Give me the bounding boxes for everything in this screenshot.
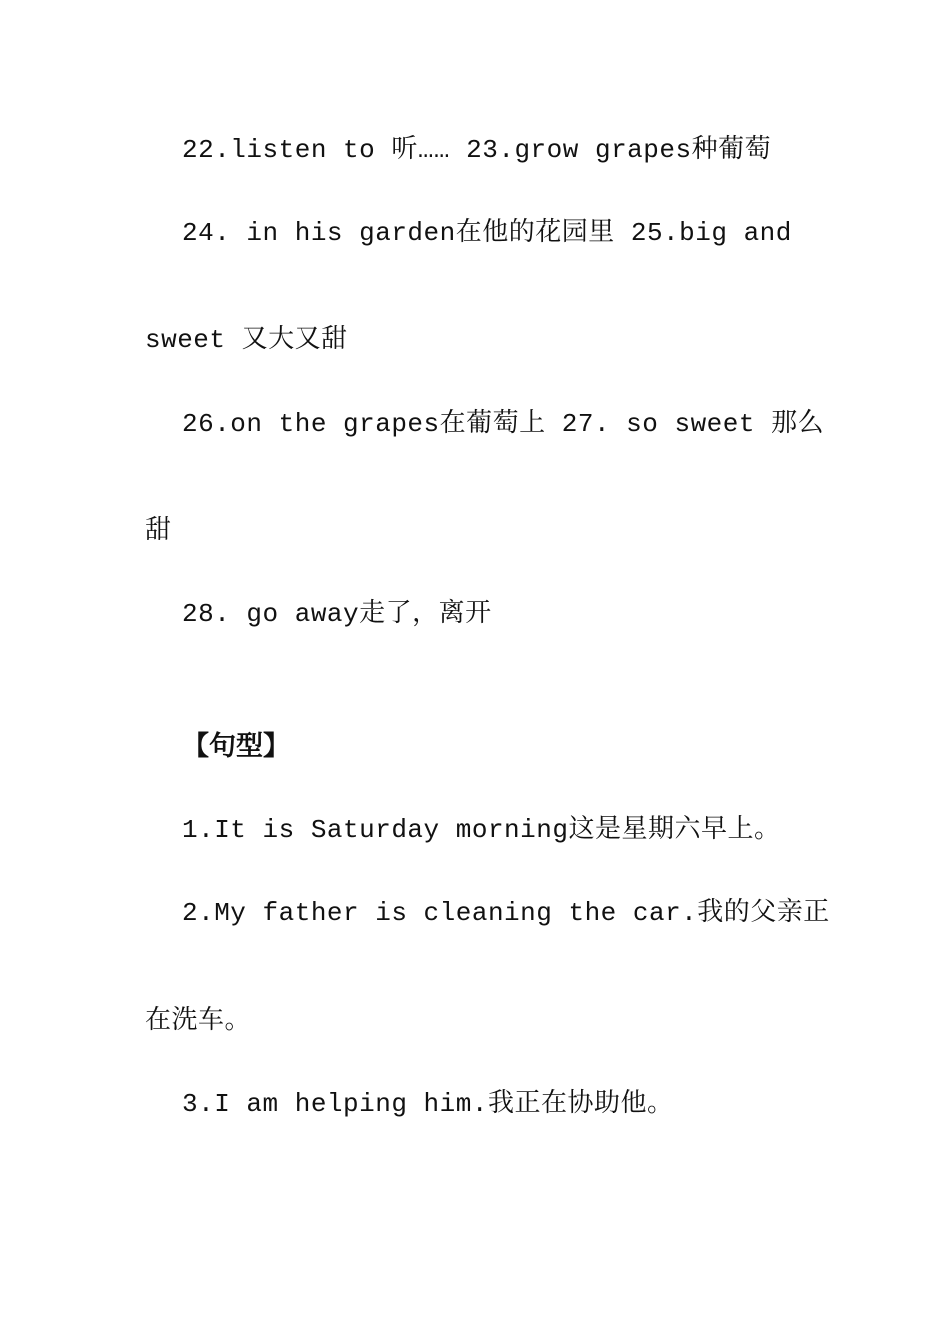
phrase-line: 24. in his garden在他的花园里 25.big and bbox=[182, 218, 792, 248]
phrase-line-continuation: sweet 又大又甜 bbox=[145, 325, 348, 355]
sentence-line-continuation: 在洗车。 bbox=[145, 1006, 252, 1036]
section-heading: 【句型】 bbox=[182, 731, 290, 762]
phrase-line: 26.on the grapes在葡萄上 27. so sweet 那么 bbox=[182, 409, 825, 439]
sentence-line: 3.I am helping him.我正在协助他。 bbox=[182, 1089, 674, 1119]
phrase-line: 28. go away走了，离开 bbox=[182, 599, 492, 629]
phrase-line-continuation: 甜 bbox=[145, 516, 172, 546]
sentence-line: 2.My father is cleaning the car.我的父亲正 bbox=[182, 898, 830, 928]
phrase-line: 22.listen to 听…… 23.grow grapes种葡萄 bbox=[182, 135, 772, 165]
sentence-line: 1.It is Saturday morning这是星期六早上。 bbox=[182, 815, 781, 845]
